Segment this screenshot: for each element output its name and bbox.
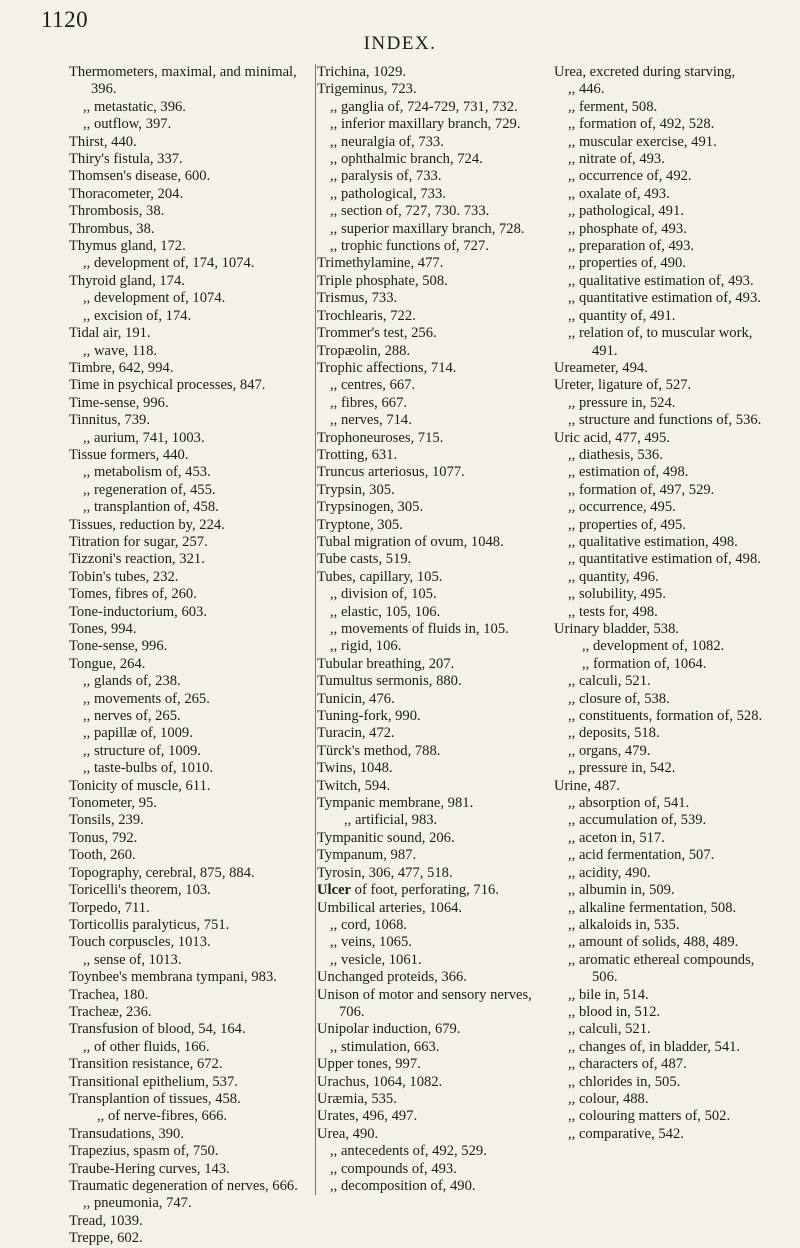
index-subentry: ,, decomposition of, 490. [330, 1178, 476, 1194]
index-subentry: ,, acid fermentation, 507. [568, 847, 715, 864]
index-subentry: ,, pneumonia, 747. [83, 1195, 192, 1212]
index-subentry: ,, albumin in, 509. [568, 882, 675, 899]
index-entry: Tonometer, 95. [69, 795, 157, 812]
index-subentry: ,, absorption of, 541. [568, 795, 690, 812]
index-entry: Urachus, 1064, 1082. [317, 1073, 443, 1090]
index-column-3 [554, 64, 779, 1143]
index-subentry: ,, formation of, 1064. [582, 655, 707, 672]
index-subentry: ,, excision of, 174. [83, 307, 192, 324]
index-subentry: ,, paralysis of, 733. [330, 168, 442, 185]
index-subentry: ,, nerves, 714. [330, 412, 412, 429]
index-subentry: ,, transplantion of, 458. [83, 499, 219, 516]
index-subentry: ,, glands of, 238. [83, 673, 181, 690]
index-subentry: ,, metastatic, 396. [83, 98, 186, 115]
index-subentry: ,, section of, 727, 730. 733. [330, 203, 490, 220]
index-entry: Truncus arteriosus, 1077. [317, 464, 465, 481]
index-entry: Ulcer of foot, perforating, 716. [317, 882, 499, 899]
index-entry-lead: Ulcer [317, 882, 352, 899]
index-entry: Toynbee's membrana tympani, 983. [69, 969, 277, 986]
index-subentry: ,, elastic, 105, 106. [330, 603, 441, 620]
index-entry: Urea, 490. [317, 1125, 379, 1142]
index-entry: Tobin's tubes, 232. [69, 568, 179, 585]
index-subentry: ,, solubility, 495. [568, 586, 666, 603]
index-subentry: ,, calculi, 521. [568, 1021, 651, 1038]
index-subentry: ,, comparative, 542. [568, 1125, 684, 1142]
index-entry: Tracheæ, 236. [69, 1003, 152, 1020]
page-title: INDEX. [363, 33, 437, 54]
index-subentry: ,, of nerve-fibres, 666. [97, 1108, 228, 1125]
index-entry: Uric acid, 477, 495. [554, 429, 670, 446]
index-entry: Thrombosis, 38. [69, 203, 165, 220]
index-subentry: ,, superior maxillary branch, 728. [330, 220, 525, 237]
index-subentry: ,, phosphate of, 493. [568, 220, 687, 237]
index-entry: Traube-Hering curves, 143. [69, 1160, 230, 1177]
index-subentry: ,, alkaline fermentation, 508. [568, 899, 737, 916]
index-entry: Traumatic degeneration of nerves, 666. [69, 1178, 298, 1194]
index-subentry: ,, muscular exercise, 491. [568, 133, 717, 150]
index-entry: Unison of motor and sensory nerves, 706. [317, 986, 532, 1020]
index-subentry: ,, papillæ of, 1009. [83, 725, 193, 742]
index-subentry: ,, blood in, 512. [568, 1003, 661, 1020]
index-subentry: ,, pressure in, 524. [568, 394, 676, 411]
index-subentry: ,, aceton in, 517. [568, 829, 665, 846]
index-subentry: ,, neuralgia of, 733. [330, 133, 444, 150]
index-subentry: ,, properties of, 490. [568, 255, 686, 272]
index-entry: Trommer's test, 256. [317, 325, 437, 342]
index-subentry: ,, accumulation of, 539. [568, 812, 707, 829]
index-subentry: ,, pathological, 733. [330, 185, 446, 202]
index-subentry: ,, colour, 488. [568, 1090, 649, 1107]
index-entry: Transitional epithelium, 537. [69, 1073, 238, 1090]
index-entry: Unchanged proteids, 366. [317, 969, 467, 986]
index-entry: Trypsinogen, 305. [317, 499, 424, 516]
index-entry: Touch corpuscles, 1013. [69, 934, 211, 951]
index-entry: Trimethylamine, 477. [317, 255, 444, 272]
index-entry: Twitch, 594. [317, 777, 391, 794]
index-entry: Twins, 1048. [317, 760, 393, 777]
index-subentry: ,, qualitative estimation, 498. [568, 533, 738, 550]
index-subentry: ,, occurrence, 495. [568, 499, 676, 516]
index-subentry: ,, constituents, formation of, 528. [568, 708, 763, 725]
index-subentry: ,, veins, 1065. [330, 934, 412, 951]
index-entry: Tympanic membrane, 981. [317, 795, 474, 812]
index-entry: Urea, excreted during starving, [554, 64, 736, 80]
index-entry: Tonus, 792. [69, 829, 138, 846]
index-subentry: ,, of other fluids, 166. [83, 1038, 210, 1055]
index-subentry: ,, preparation of, 493. [568, 238, 695, 255]
index-entry: Tumultus sermonis, 880. [317, 673, 462, 690]
index-subentry: ,, formation of, 492, 528. [568, 116, 715, 133]
index-subentry: ,, ophthalmic branch, 724. [330, 151, 483, 168]
index-subentry: ,, development of, 1074. [83, 290, 226, 307]
index-entry: Transudations, 390. [69, 1125, 185, 1142]
index-subentry: ,, formation of, 497, 529. [568, 481, 715, 498]
index-entry: Tubular breathing, 207. [317, 655, 455, 672]
index-subentry: ,, tests for, 498. [568, 603, 658, 620]
index-entry: Thermometers, maximal, and minimal, 396. [69, 64, 297, 98]
index-entry: Trachea, 180. [69, 986, 149, 1003]
index-subentry: ,, occurrence of, 492. [568, 168, 692, 185]
index-subentry: ,, quantitative estimation of, 498. [568, 551, 761, 568]
index-subentry: ,, pathological, 491. [568, 203, 684, 220]
index-subentry: ,, development of, 1082. [582, 638, 725, 655]
index-entry: Turacin, 472. [317, 725, 395, 742]
index-entry: Toricelli's theorem, 103. [69, 882, 211, 899]
index-subentry: ,, pressure in, 542. [568, 760, 676, 777]
index-entry: Tooth, 260. [69, 847, 136, 864]
index-entry: Torpedo, 711. [69, 899, 150, 916]
index-entry: Tissue formers, 440. [69, 446, 189, 463]
index-entry: Trypsin, 305. [317, 481, 395, 498]
index-subentry: ,, trophic functions of, 727. [330, 238, 489, 255]
index-subentry: ,, regeneration of, 455. [83, 481, 216, 498]
index-subentry: ,, ferment, 508. [568, 98, 658, 115]
index-entry: Thrombus, 38. [69, 220, 155, 237]
index-entry: Trichina, 1029. [317, 64, 407, 80]
index-column-1 [69, 64, 305, 1248]
index-subentry: ,, compounds of, 493. [330, 1160, 457, 1177]
index-entry: Thirst, 440. [69, 133, 137, 150]
index-subentry: ,, amount of solids, 488, 489. [568, 934, 739, 951]
index-subentry: ,, estimation of, 498. [568, 464, 689, 481]
index-subentry: ,, artificial, 983. [344, 812, 438, 829]
index-subentry: ,, organs, 479. [568, 742, 651, 759]
index-entry: Tizzoni's reaction, 321. [69, 551, 205, 568]
index-subentry: ,, movements of, 265. [83, 690, 210, 707]
index-entry: Ureameter, 494. [554, 359, 648, 376]
index-entry: Transfusion of blood, 54, 164. [69, 1021, 246, 1038]
index-entry: Tyrosin, 306, 477, 518. [317, 864, 453, 881]
index-entry: Tropæolin, 288. [317, 342, 411, 359]
index-entry: Tuning-fork, 990. [317, 708, 421, 725]
index-entry: Tinnitus, 739. [69, 412, 150, 429]
index-entry: Tone-inductorium, 603. [69, 603, 207, 620]
index-subentry: ,, aromatic ethereal compounds, 506. [568, 951, 755, 986]
index-entry: Tonicity of muscle, 611. [69, 777, 211, 794]
index-entry: Thyroid gland, 174. [69, 272, 185, 289]
index-entry: Thymus gland, 172. [69, 238, 186, 255]
index-subentry: ,, closure of, 538. [568, 690, 670, 707]
index-entry: Tread, 1039. [69, 1212, 143, 1229]
index-subentry: ,, centres, 667. [330, 377, 416, 394]
index-entry: Tympanum, 987. [317, 847, 417, 864]
index-subentry: ,, oxalate of, 493. [568, 185, 670, 202]
index-subentry: ,, rigid, 106. [330, 638, 402, 655]
index-entry: Torticollis paralyticus, 751. [69, 916, 230, 933]
index-entry: Trophic affections, 714. [317, 359, 457, 376]
index-entry: Tubal migration of ovum, 1048. [317, 533, 504, 550]
index-subentry: ,, characters of, 487. [568, 1056, 687, 1073]
index-subentry: ,, properties of, 495. [568, 516, 686, 533]
index-entry: Thiry's fistula, 337. [69, 151, 183, 168]
index-subentry: ,, calculi, 521. [568, 673, 651, 690]
index-subentry: ,, qualitative estimation of, 493. [568, 272, 754, 289]
index-subentry: ,, aurium, 741, 1003. [83, 429, 205, 446]
index-entry: Treppe, 602. [69, 1230, 143, 1247]
index-entry: Ureter, ligature of, 527. [554, 377, 692, 394]
index-entry: Transplantion of tissues, 458. [69, 1090, 241, 1107]
index-subentry: ,, stimulation, 663. [330, 1038, 440, 1055]
index-entry: Tympanitic sound, 206. [317, 829, 455, 846]
index-entry: Time-sense, 996. [69, 394, 169, 411]
index-subentry: ,, nitrate of, 493. [568, 151, 665, 168]
index-subentry: ,, bile in, 514. [568, 986, 649, 1003]
index-subentry: ,, 446. [568, 81, 605, 98]
index-entry: Tryptone, 305. [317, 516, 403, 533]
index-entry: Tunicin, 476. [317, 690, 395, 707]
index-subentry: ,, chlorides in, 505. [568, 1073, 681, 1090]
index-entry: Uræmia, 535. [317, 1090, 397, 1107]
index-entry: Trigeminus, 723. [317, 81, 417, 98]
index-subentry: ,, colouring matters of, 502. [568, 1108, 731, 1125]
index-subentry: ,, quantity, 496. [568, 568, 659, 585]
index-subentry: ,, quantitative estimation of, 493. [568, 290, 761, 307]
index-subentry: ,, inferior maxillary branch, 729. [330, 116, 521, 133]
index-entry: Trophoneuroses, 715. [317, 429, 444, 446]
index-subentry: ,, development of, 174, 1074. [83, 255, 255, 272]
index-subentry: ,, nerves of, 265. [83, 708, 181, 725]
index-subentry: ,, acidity, 490. [568, 864, 651, 881]
index-entry: Tomes, fibres of, 260. [69, 586, 197, 603]
index-subentry: ,, structure of, 1009. [83, 742, 201, 759]
index-entry: Tube casts, 519. [317, 551, 412, 568]
index-entry: Topography, cerebral, 875, 884. [69, 864, 255, 881]
index-entry: Tissues, reduction by, 224. [69, 516, 225, 533]
index-entry: Thomsen's disease, 600. [69, 168, 211, 185]
index-subentry: ,, alkaloids in, 535. [568, 916, 680, 933]
index-entry: Thoracometer, 204. [69, 185, 184, 202]
index-subentry: ,, wave, 118. [83, 342, 158, 359]
page-number: 1120 [41, 7, 89, 32]
index-subentry: ,, outflow, 397. [83, 116, 172, 133]
index-subentry: ,, metabolism of, 453. [83, 464, 211, 481]
index-entry: Upper tones, 997. [317, 1056, 421, 1073]
index-entry: Trismus, 733. [317, 290, 398, 307]
index-entry: Umbilical arteries, 1064. [317, 899, 463, 916]
index-entry: Türck's method, 788. [317, 742, 441, 759]
index-entry: Transition resistance, 672. [69, 1056, 223, 1073]
index-subentry: ,, changes of, in bladder, 541. [568, 1038, 741, 1055]
index-subentry: ,, deposits, 518. [568, 725, 660, 742]
index-subentry: ,, movements of fluids in, 105. [330, 621, 509, 637]
index-entry: Tubes, capillary, 105. [317, 568, 443, 585]
index-subentry: ,, diathesis, 536. [568, 446, 663, 463]
index-entry: Trochlearis, 722. [317, 307, 416, 324]
index-entry: Tongue, 264. [69, 655, 146, 672]
index-subentry: ,, sense of, 1013. [83, 951, 182, 968]
index-entry: Tone-sense, 996. [69, 638, 168, 655]
index-column-2 [315, 64, 541, 1195]
index-subentry: ,, antecedents of, 492, 529. [330, 1143, 487, 1160]
index-subentry: ,, fibres, 667. [330, 394, 408, 411]
index-entry: Unipolar induction, 679. [317, 1021, 461, 1038]
index-entry: Timbre, 642, 994. [69, 359, 174, 376]
index-subentry: ,, structure and functions of, 536. [568, 412, 762, 429]
index-entry: Time in psychical processes, 847. [69, 377, 266, 394]
index-subentry: ,, taste-bulbs of, 1010. [83, 760, 214, 777]
index-entry: Tidal air, 191. [69, 325, 151, 342]
index-entry: Tonsils, 239. [69, 812, 144, 829]
index-entry: Tones, 994. [69, 621, 137, 637]
index-entry: Urine, 487. [554, 777, 621, 794]
index-subentry: ,, vesicle, 1061. [330, 951, 422, 968]
index-subentry: ,, division of, 105. [330, 586, 437, 603]
index-entry: Urates, 496, 497. [317, 1108, 418, 1125]
index-subentry: ,, quantity of, 491. [568, 307, 676, 324]
index-subentry: ,, relation of, to muscular work, 491. [568, 325, 753, 359]
index-subentry: ,, cord, 1068. [330, 916, 408, 933]
index-entry: Trapezius, spasm of, 750. [69, 1143, 219, 1160]
index-subentry: ,, ganglia of, 724-729, 731, 732. [330, 98, 518, 115]
index-entry: Urinary bladder, 538. [554, 621, 680, 637]
index-entry: Trotting, 631. [317, 446, 398, 463]
index-entry: Titration for sugar, 257. [69, 533, 208, 550]
index-entry: Triple phosphate, 508. [317, 272, 448, 289]
